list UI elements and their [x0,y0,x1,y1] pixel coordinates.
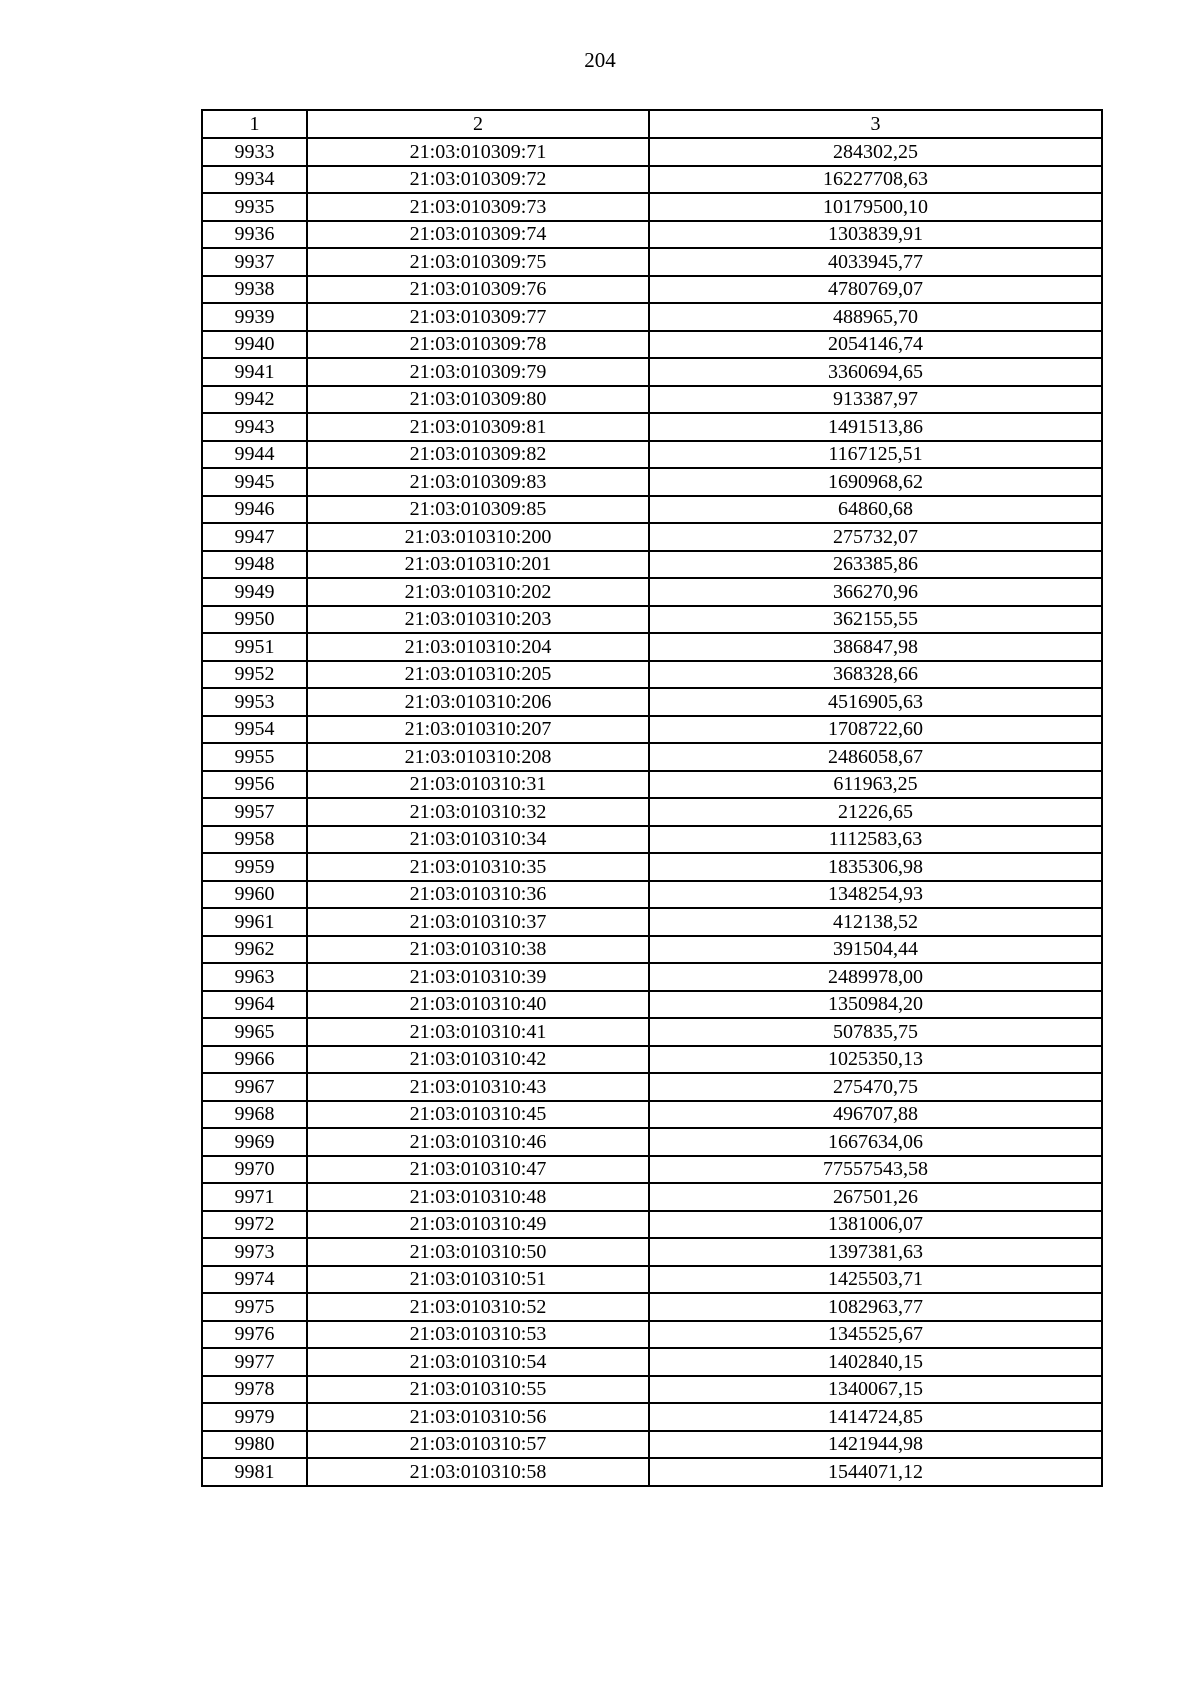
table-row [202,716,1102,744]
value-cell: 1491513,86 [649,413,1102,441]
value-cell: 1167125,51 [649,441,1102,469]
value-cell: 611963,25 [649,771,1102,799]
table-row [202,1128,1102,1156]
row-number-cell: 9950 [202,606,307,634]
value-cell: 2054146,74 [649,331,1102,359]
table-row [202,303,1102,331]
value-cell: 1025350,13 [649,1046,1102,1074]
value-cell: 263385,86 [649,551,1102,579]
row-number-cell: 9978 [202,1376,307,1404]
value-cell: 1348254,93 [649,881,1102,909]
value-cell: 1835306,98 [649,853,1102,881]
row-number-cell: 9981 [202,1458,307,1486]
cadastral-number-cell: 21:03:010309:85 [307,496,649,524]
value-cell: 1397381,63 [649,1238,1102,1266]
table-row [202,881,1102,909]
cadastral-number-cell: 21:03:010310:204 [307,633,649,661]
cadastral-number-cell: 21:03:010309:71 [307,138,649,166]
table-header [202,110,1102,138]
table-row [202,138,1102,166]
value-cell: 386847,98 [649,633,1102,661]
cadastral-number-cell: 21:03:010309:72 [307,166,649,194]
table-body [202,138,1102,1486]
row-number-cell: 9933 [202,138,307,166]
row-number-cell: 9938 [202,276,307,304]
row-number-cell: 9971 [202,1183,307,1211]
row-number-cell: 9958 [202,826,307,854]
table-row [202,496,1102,524]
row-number-cell: 9976 [202,1321,307,1349]
row-number-cell: 9949 [202,578,307,606]
value-cell: 2489978,00 [649,963,1102,991]
row-number-cell: 9962 [202,936,307,964]
row-number-cell: 9945 [202,468,307,496]
cadastral-number-cell: 21:03:010310:46 [307,1128,649,1156]
row-number-cell: 9980 [202,1431,307,1459]
cadastral-number-cell: 21:03:010310:50 [307,1238,649,1266]
table-row [202,1458,1102,1486]
value-cell: 1544071,12 [649,1458,1102,1486]
row-number-cell: 9979 [202,1403,307,1431]
value-cell: 284302,25 [649,138,1102,166]
row-number-cell: 9934 [202,166,307,194]
row-number-cell: 9966 [202,1046,307,1074]
value-cell: 1667634,06 [649,1128,1102,1156]
cadastral-number-cell: 21:03:010310:206 [307,688,649,716]
table-row [202,358,1102,386]
value-cell: 77557543,58 [649,1156,1102,1184]
table-row [202,1183,1102,1211]
row-number-cell: 9956 [202,771,307,799]
value-cell: 21226,65 [649,798,1102,826]
table-row [202,413,1102,441]
row-number-cell: 9970 [202,1156,307,1184]
value-cell: 275732,07 [649,523,1102,551]
row-number-cell: 9946 [202,496,307,524]
header-row [202,110,1102,138]
row-number-cell: 9974 [202,1266,307,1294]
table-row [202,743,1102,771]
table-row [202,523,1102,551]
table-row [202,468,1102,496]
value-cell: 275470,75 [649,1073,1102,1101]
value-cell: 1082963,77 [649,1293,1102,1321]
table-row [202,661,1102,689]
value-cell: 1345525,67 [649,1321,1102,1349]
value-cell: 64860,68 [649,496,1102,524]
cadastral-number-cell: 21:03:010310:56 [307,1403,649,1431]
column-header-2: 2 [307,110,649,138]
cadastral-number-cell: 21:03:010310:57 [307,1431,649,1459]
table-row [202,1101,1102,1129]
value-cell: 10179500,10 [649,193,1102,221]
value-cell: 488965,70 [649,303,1102,331]
row-number-cell: 9972 [202,1211,307,1239]
table-row [202,853,1102,881]
value-cell: 1303839,91 [649,221,1102,249]
cadastral-number-cell: 21:03:010310:207 [307,716,649,744]
row-number-cell: 9937 [202,248,307,276]
row-number-cell: 9941 [202,358,307,386]
row-number-cell: 9954 [202,716,307,744]
cadastral-number-cell: 21:03:010310:43 [307,1073,649,1101]
row-number-cell: 9961 [202,908,307,936]
cadastral-number-cell: 21:03:010310:201 [307,551,649,579]
row-number-cell: 9973 [202,1238,307,1266]
value-cell: 3360694,65 [649,358,1102,386]
row-number-cell: 9952 [202,661,307,689]
cadastral-number-cell: 21:03:010310:58 [307,1458,649,1486]
table-row [202,166,1102,194]
value-cell: 1402840,15 [649,1348,1102,1376]
table-row [202,1431,1102,1459]
table-row [202,1156,1102,1184]
table-row [202,331,1102,359]
cadastral-number-cell: 21:03:010309:79 [307,358,649,386]
cadastral-number-cell: 21:03:010310:40 [307,991,649,1019]
row-number-cell: 9951 [202,633,307,661]
cadastral-number-cell: 21:03:010310:52 [307,1293,649,1321]
cadastral-number-cell: 21:03:010309:75 [307,248,649,276]
cadastral-number-cell: 21:03:010310:39 [307,963,649,991]
cadastral-number-cell: 21:03:010309:77 [307,303,649,331]
cadastral-number-cell: 21:03:010310:42 [307,1046,649,1074]
row-number-cell: 9947 [202,523,307,551]
table-row [202,1046,1102,1074]
table-row [202,633,1102,661]
cadastral-number-cell: 21:03:010310:34 [307,826,649,854]
row-number-cell: 9939 [202,303,307,331]
table-row [202,1348,1102,1376]
cadastral-number-cell: 21:03:010310:53 [307,1321,649,1349]
cadastral-number-cell: 21:03:010309:83 [307,468,649,496]
table-row [202,1321,1102,1349]
value-cell: 368328,66 [649,661,1102,689]
cadastral-number-cell: 21:03:010310:48 [307,1183,649,1211]
table-row [202,578,1102,606]
value-cell: 366270,96 [649,578,1102,606]
value-cell: 412138,52 [649,908,1102,936]
table-row [202,551,1102,579]
table-row [202,688,1102,716]
cadastral-number-cell: 21:03:010309:81 [307,413,649,441]
value-cell: 1350984,20 [649,991,1102,1019]
cadastral-number-cell: 21:03:010310:35 [307,853,649,881]
table-row [202,1211,1102,1239]
table-row [202,386,1102,414]
value-cell: 4033945,77 [649,248,1102,276]
value-cell: 4780769,07 [649,276,1102,304]
row-number-cell: 9944 [202,441,307,469]
table-row [202,963,1102,991]
cadastral-number-cell: 21:03:010310:31 [307,771,649,799]
value-cell: 1421944,98 [649,1431,1102,1459]
row-number-cell: 9953 [202,688,307,716]
cadastral-number-cell: 21:03:010309:82 [307,441,649,469]
table-row [202,798,1102,826]
value-cell: 1425503,71 [649,1266,1102,1294]
page-number: 204 [584,48,616,72]
table-row [202,276,1102,304]
row-number-cell: 9977 [202,1348,307,1376]
row-number-cell: 9948 [202,551,307,579]
cadastral-number-cell: 21:03:010309:78 [307,331,649,359]
cadastral-number-cell: 21:03:010310:32 [307,798,649,826]
cadastral-number-cell: 21:03:010309:80 [307,386,649,414]
value-cell: 507835,75 [649,1018,1102,1046]
table-row [202,908,1102,936]
cadastral-number-cell: 21:03:010309:74 [307,221,649,249]
value-cell: 391504,44 [649,936,1102,964]
value-cell: 1340067,15 [649,1376,1102,1404]
value-cell: 1690968,62 [649,468,1102,496]
row-number-cell: 9968 [202,1101,307,1129]
row-number-cell: 9960 [202,881,307,909]
row-number-cell: 9969 [202,1128,307,1156]
value-cell: 913387,97 [649,386,1102,414]
value-cell: 496707,88 [649,1101,1102,1129]
row-number-cell: 9965 [202,1018,307,1046]
cadastral-number-cell: 21:03:010310:203 [307,606,649,634]
cadastral-number-cell: 21:03:010310:202 [307,578,649,606]
table-row [202,193,1102,221]
cadastral-number-cell: 21:03:010310:36 [307,881,649,909]
table-row [202,221,1102,249]
row-number-cell: 9959 [202,853,307,881]
cadastral-number-cell: 21:03:010310:208 [307,743,649,771]
cadastral-number-cell: 21:03:010310:51 [307,1266,649,1294]
table-row [202,606,1102,634]
cadastral-number-cell: 21:03:010309:76 [307,276,649,304]
cadastral-number-cell: 21:03:010310:37 [307,908,649,936]
row-number-cell: 9964 [202,991,307,1019]
row-number-cell: 9975 [202,1293,307,1321]
cadastral-number-cell: 21:03:010309:73 [307,193,649,221]
table-row [202,441,1102,469]
value-cell: 1381006,07 [649,1211,1102,1239]
cadastral-number-cell: 21:03:010310:41 [307,1018,649,1046]
row-number-cell: 9940 [202,331,307,359]
table-row [202,936,1102,964]
cadastral-number-cell: 21:03:010310:205 [307,661,649,689]
row-number-cell: 9967 [202,1073,307,1101]
table-row [202,1403,1102,1431]
row-number-cell: 9963 [202,963,307,991]
value-cell: 1414724,85 [649,1403,1102,1431]
data-table [201,109,1103,1487]
value-cell: 16227708,63 [649,166,1102,194]
table-row [202,771,1102,799]
table-row [202,1266,1102,1294]
cadastral-number-cell: 21:03:010310:200 [307,523,649,551]
table-row [202,248,1102,276]
row-number-cell: 9935 [202,193,307,221]
row-number-cell: 9942 [202,386,307,414]
table-row [202,1073,1102,1101]
cadastral-number-cell: 21:03:010310:47 [307,1156,649,1184]
value-cell: 1112583,63 [649,826,1102,854]
row-number-cell: 9936 [202,221,307,249]
cadastral-number-cell: 21:03:010310:54 [307,1348,649,1376]
column-header-1: 1 [202,110,307,138]
cadastral-number-cell: 21:03:010310:49 [307,1211,649,1239]
table-row [202,826,1102,854]
cadastral-number-cell: 21:03:010310:45 [307,1101,649,1129]
value-cell: 1708722,60 [649,716,1102,744]
column-header-3: 3 [649,110,1102,138]
table-row [202,991,1102,1019]
row-number-cell: 9957 [202,798,307,826]
value-cell: 4516905,63 [649,688,1102,716]
value-cell: 267501,26 [649,1183,1102,1211]
row-number-cell: 9955 [202,743,307,771]
cadastral-number-cell: 21:03:010310:55 [307,1376,649,1404]
row-number-cell: 9943 [202,413,307,441]
value-cell: 362155,55 [649,606,1102,634]
table-row [202,1018,1102,1046]
cadastral-number-cell: 21:03:010310:38 [307,936,649,964]
table-row [202,1376,1102,1404]
table-row [202,1293,1102,1321]
value-cell: 2486058,67 [649,743,1102,771]
table-row [202,1238,1102,1266]
